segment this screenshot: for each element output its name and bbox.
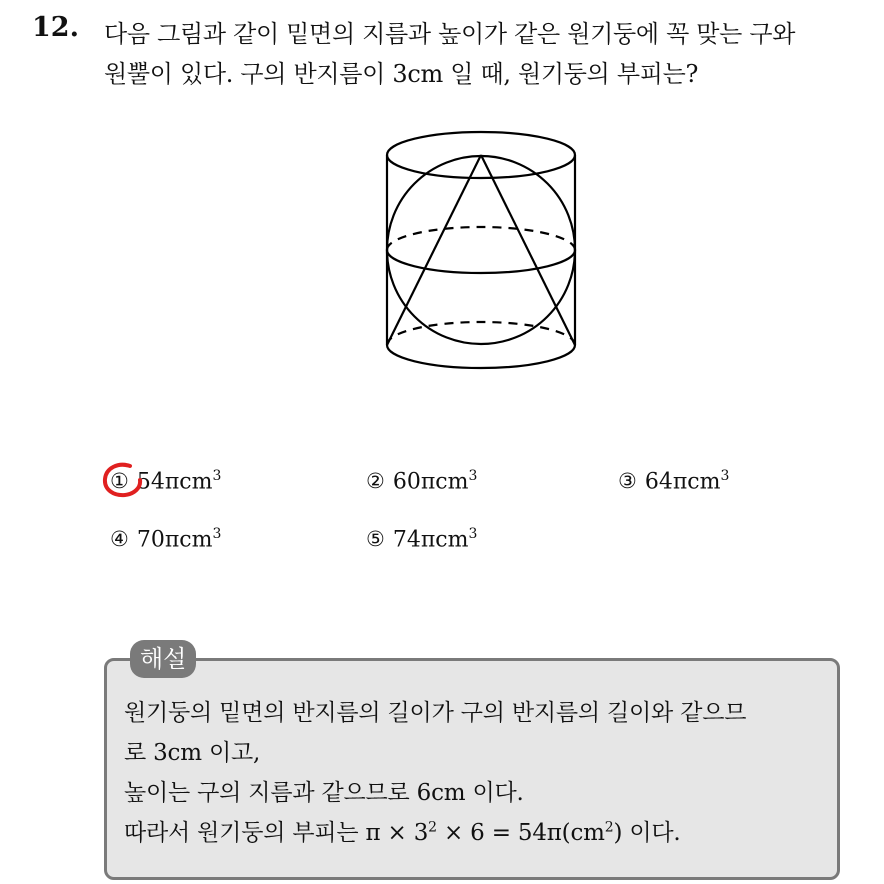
choice-exponent: 3 [212,468,222,484]
choice-value: 74πcm [392,527,469,553]
cone-left-edge [387,155,481,345]
sphere-equator-back [387,227,575,250]
choice-mark: ③ [618,469,637,494]
question-number: 12. [32,12,79,43]
choice-exponent: 3 [720,468,730,484]
choice-value: 54πcm [136,469,213,495]
solution-line1: 원기둥의 밑면의 반지름의 길이가 구의 반지름의 길이와 같으므 [124,700,747,726]
choice-value: 64πcm [644,469,721,495]
choice-value: 70πcm [136,527,213,553]
question-text-line2: 원뿔이 있다. 구의 반지름이 3cm 일 때, 원기둥의 부피는? [104,60,699,88]
solution-exponent-2: 2 [604,819,614,836]
choice-value: 60πcm [392,469,469,495]
choice-3[interactable] [618,468,729,494]
answer-circle-mark [100,460,146,500]
choice-mark: ① [110,469,129,494]
solution-exponent-1: 2 [428,819,437,836]
cylinder-bottom-front [387,345,575,368]
choice-4[interactable] [110,526,221,552]
solution-line4-mid: × 6 = 54π(cm [436,820,605,846]
choice-5[interactable] [366,526,477,552]
sphere-outline [387,156,575,344]
choice-mark: ④ [110,527,129,552]
solution-line4-post: ) 이다. [613,820,681,846]
solution-line4-pre: 따라서 원기둥의 부피는 π × 3 [124,820,429,846]
solution-line4 [124,814,681,847]
choice-mark: ⑤ [366,527,385,552]
choice-exponent: 3 [212,526,222,542]
choice-exponent: 3 [468,468,478,484]
cylinder-sphere-cone-figure [376,118,586,388]
solution-line3: 높이는 구의 지름과 같으므로 6cm 이다. [124,780,524,806]
choice-mark: ② [366,469,385,494]
cone-right-edge [481,155,575,345]
question-text-line1: 다음 그림과 같이 밑면의 지름과 높이가 같은 원기둥에 꼭 맞는 구와 [104,20,796,48]
solution-label: 해설 [130,640,196,678]
cylinder-bottom-back [387,322,575,345]
solution-line2: 로 3cm 이고, [124,740,261,766]
choice-2[interactable] [366,468,477,494]
choice-exponent: 3 [468,526,478,542]
sphere-equator-front [387,250,575,273]
